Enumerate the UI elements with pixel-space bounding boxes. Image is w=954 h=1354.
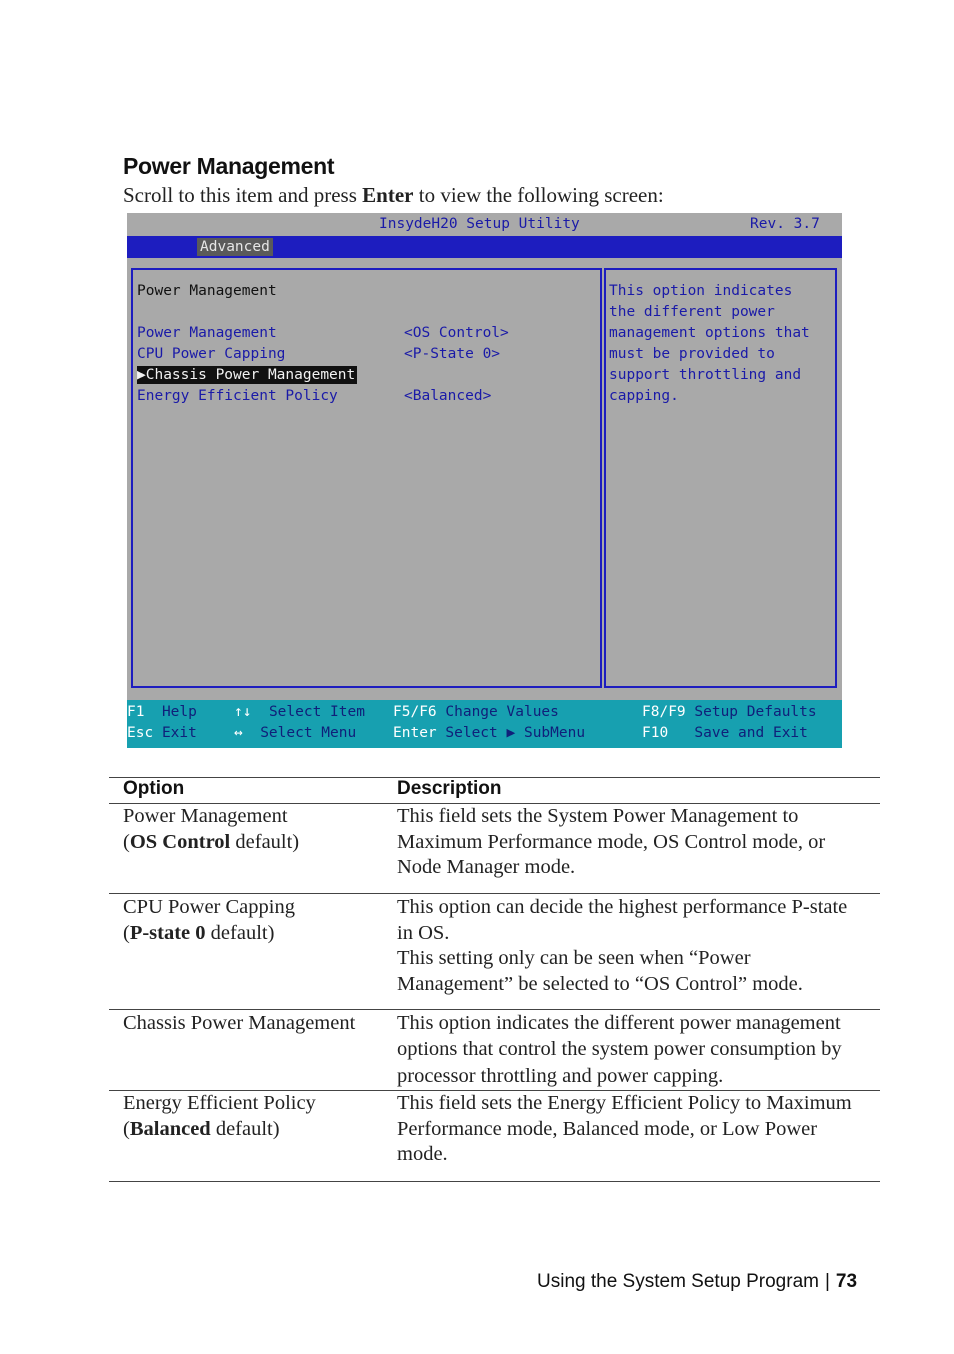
intro-key: Enter — [362, 183, 414, 207]
option-name: CPU Power Capping — [123, 896, 295, 918]
key-select-menu: ↔ Select Menu — [234, 725, 357, 741]
option-cell — [123, 895, 388, 946]
help-line: support throttling and — [609, 367, 802, 383]
column-header-description: Description — [397, 778, 502, 799]
description-cell: This option can decide the highest performance P-state in OS. This setting only can be seen when “Power Management” be selected to “OS Control” mode. — [397, 896, 848, 995]
key-select-item: ↑↓ Select Item — [234, 704, 365, 720]
option-default: (OS Control default) — [123, 830, 300, 853]
option-default: (Balanced default) — [123, 1117, 280, 1140]
page-footer — [537, 1271, 857, 1293]
intro-pre: Scroll to this item and press — [123, 183, 363, 207]
bios-item-label: Chassis Power Management — [145, 367, 356, 383]
bios-item-value[interactable]: <P-State 0> — [404, 346, 501, 362]
bios-settings-pane — [131, 268, 602, 688]
option-cell — [123, 1091, 388, 1142]
bios-selected-item[interactable] — [137, 366, 357, 384]
key-change-values: F5/F6 Change Values — [393, 704, 559, 720]
key-setup-defaults: F8/F9 Setup Defaults — [642, 704, 817, 720]
option-cell — [123, 1011, 388, 1037]
key-save-exit: F10 Save and Exit — [642, 725, 808, 741]
key-select-submenu: Enter Select ▶ SubMenu — [393, 725, 586, 741]
bios-item-value[interactable]: <Balanced> — [404, 388, 492, 404]
table-bottom-rule — [109, 1181, 880, 1182]
bios-screenshot — [127, 213, 842, 748]
bios-tab-bar — [127, 236, 842, 258]
bios-key-legend — [127, 700, 842, 748]
help-line: capping. — [609, 388, 679, 404]
footer-separator: | — [824, 1271, 830, 1292]
section-heading: Power Management — [123, 153, 335, 179]
bios-item-label: Energy Efficient Policy — [137, 388, 338, 404]
option-default: (P-state 0 default) — [123, 921, 275, 944]
key-exit: Esc Exit — [127, 725, 197, 741]
help-line: This option indicates — [609, 283, 793, 299]
tab-advanced[interactable]: Advanced — [197, 238, 273, 256]
footer-title: Using the System Setup Program — [537, 1271, 819, 1292]
option-name: Power Management — [123, 805, 288, 827]
bios-help-pane — [604, 268, 837, 688]
row-rule — [109, 893, 880, 894]
option-name: Energy Efficient Policy — [123, 1092, 316, 1114]
help-line: must be provided to — [609, 346, 775, 362]
row-rule — [109, 1009, 880, 1010]
bios-revision: Rev. 3.7 — [750, 216, 820, 232]
option-cell — [123, 804, 388, 855]
page-number: 73 — [835, 1271, 858, 1292]
bios-screen-title: Power Management — [137, 283, 277, 299]
bios-item-label: Power Management — [137, 325, 277, 341]
intro-text — [123, 183, 664, 208]
option-name: Chassis Power Management — [123, 1012, 356, 1034]
bios-item-label: CPU Power Capping — [137, 346, 286, 362]
description-cell: This field sets the Energy Efficient Policy to Maximum Performance mode, Balanced mode, or Low Power mode. — [397, 1092, 852, 1165]
submenu-arrow-icon: ▶ — [137, 367, 146, 383]
bios-item-value[interactable]: <OS Control> — [404, 325, 509, 341]
key-help: F1 Help — [127, 704, 197, 720]
intro-post: to view the following screen: — [413, 183, 664, 207]
column-header-option: Option — [123, 778, 185, 799]
bios-title: InsydeH20 Setup Utility — [379, 216, 580, 232]
help-line: the different power — [609, 304, 775, 320]
help-line: management options that — [609, 325, 810, 341]
bios-title-bar — [127, 213, 842, 236]
description-cell: This field sets the System Power Management to Maximum Performance mode, OS Control mode, or Node Manager mode. — [397, 805, 826, 878]
description-cell: This option indicates the different power management options that control the system power consumption by processor throttling and power capping. — [397, 1012, 842, 1087]
